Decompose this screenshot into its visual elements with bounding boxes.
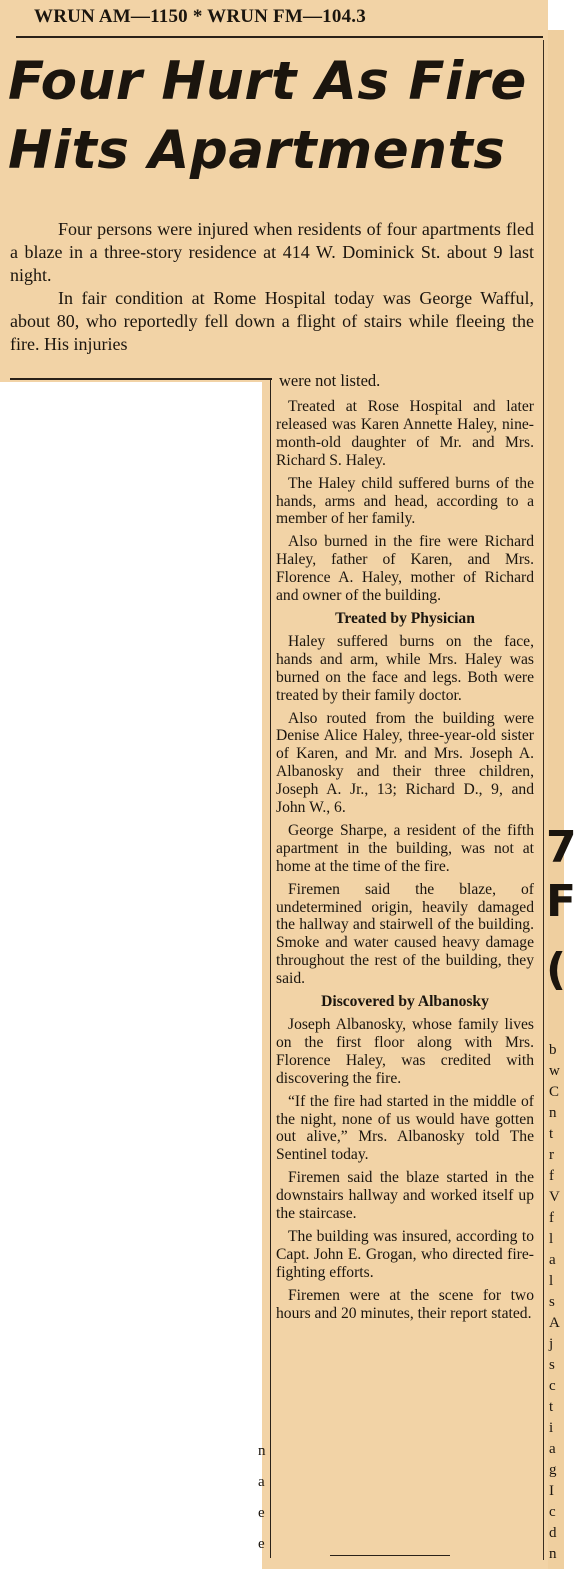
lead-bottom-rule xyxy=(10,378,272,380)
adjacent-letters-left: n a e e xyxy=(258,1443,266,1552)
paragraph-quote: “If the fire had started in the middle of the night, none of us would have gotten out alive,” Mrs. Albanosky told The Sentinel today. xyxy=(276,1092,534,1164)
paragraph-origin: Firemen said the blaze, of undetermined origin, heavily damaged the hallway and stairwell of the building. Smoke and water caused heavy damage throughout the rest of the building, they said. xyxy=(276,880,534,988)
continuation-line: were not listed. xyxy=(279,371,381,390)
lead-paragraph-2: In fair condition at Rome Hospital today was George Wafful, about 80, who reportedly fell down a flight of stairs while fleeing the fire. His injuries xyxy=(10,288,534,354)
lead-paragraph-1: Four persons were injured when residents of four apartments fled a blaze in a three-story residence at 414 W. Dominick St. about 9 last night. xyxy=(10,219,534,285)
masthead-rule xyxy=(16,36,543,38)
paragraph-started: Firemen said the blaze started in the downstairs hallway and worked itself up the staircase. xyxy=(276,1169,534,1223)
article-end-rule xyxy=(330,1555,450,1556)
paragraph-routed: Also routed from the building were Denise Alice Haley, three-year-old sister of Karen, and Mr. and Mrs. Joseph A. Albanosky and their three children, Joseph A. Jr., 13; Richard D., 9, and John W., 6. xyxy=(276,709,534,817)
station-masthead: WRUN AM—1150 * WRUN FM—104.3 xyxy=(34,6,366,27)
subhead-discovered: Discovered by Albanosky xyxy=(321,993,489,1011)
adjacent-fragment-2: F xyxy=(546,876,577,927)
paragraph-haley-burns: Haley suffered burns on the face, hands and arm, while Mrs. Haley was burned on the face and legs. Both were treated by their family doctor. xyxy=(276,632,534,704)
column-divider-right xyxy=(543,40,544,1560)
column-left-rule xyxy=(270,378,271,1558)
subhead-physician: Treated by Physician xyxy=(335,609,475,627)
headline: Four Hurt As Fire Hits Apartments xyxy=(8,51,527,181)
adjacent-fragment-3: ( xyxy=(546,944,567,995)
paragraph-insured: The building was insured, according to Capt. John E. Grogan, who directed fire-fighting efforts. xyxy=(276,1227,534,1281)
paragraph-treated: Treated at Rose Hospital and later released was Karen Annette Haley, nine-month-old daughter of Mr. and Mrs. Richard S. Haley. xyxy=(276,398,534,469)
paragraph-burns: The Haley child suffered burns of the hands, arms and head, according to a member of her family. xyxy=(276,474,534,528)
adjacent-letters-right: b w C n t r f V f l a l s A j s c t i a g I c d n xyxy=(549,1042,560,1562)
adjacent-fragment-1: 7 xyxy=(546,822,577,873)
paragraph-scene: Firemen were at the scene for two hours and 20 minutes, their report stated. xyxy=(276,1286,534,1322)
paragraph-also-burned: Also burned in the fire were Richard Haley, father of Karen, and Mrs. Florence A. Haley, mother of Richard and owner of the building. xyxy=(276,533,534,605)
paragraph-albanosky: Joseph Albanosky, whose family lives on the first floor along with Mrs. Florence Haley, was credited with discovering the fire. xyxy=(276,1016,534,1087)
lead-section xyxy=(10,218,534,356)
article-column xyxy=(276,398,534,1328)
paragraph-sharpe: George Sharpe, a resident of the fifth apartment in the building, was not at home at the time of the fire. xyxy=(276,821,534,875)
